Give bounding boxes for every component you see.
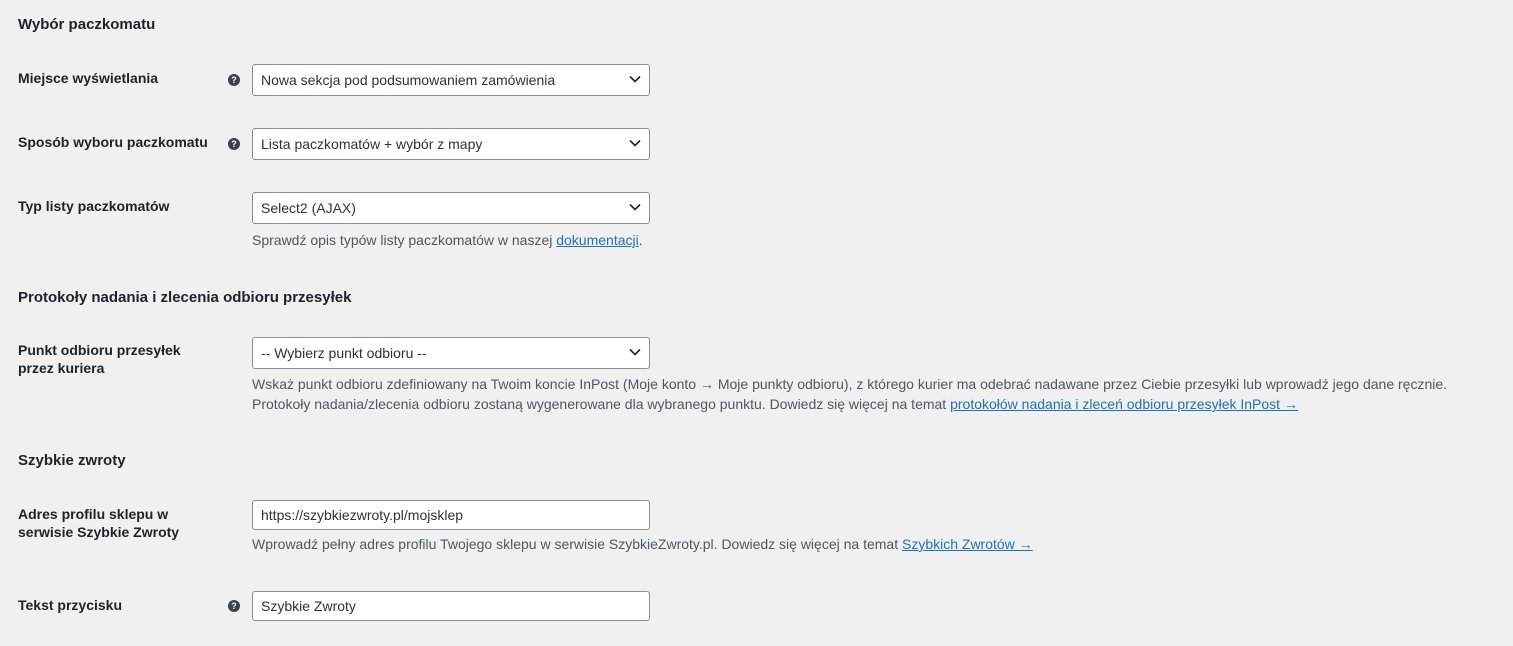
- chevron-down-icon: [629, 75, 641, 83]
- pickup-point-description-line1: Wskaż punkt odbioru zdefiniowany na Twoim koncie InPost (Moje konto → Moje punkty odbioru), z którego kurier ma odebrać nadawane przez Ciebie przesyłki lub wprowadź jego dane ręcznie.: [252, 376, 1448, 392]
- chevron-down-icon: [629, 203, 641, 211]
- profile-url-label-line2: serwisie Szybkie Zwroty: [18, 524, 180, 540]
- section-title-parcel-selection: Wybór paczkomatu: [18, 16, 156, 33]
- chevron-down-icon: [629, 348, 641, 356]
- list-type-desc-text: Sprawdź opis typów listy paczkomatów w naszej: [252, 232, 557, 248]
- display-place-selected-value: Nowa sekcja pod podsumowaniem zamówienia: [261, 72, 556, 88]
- protocols-info-link[interactable]: protokołów nadania i zleceń odbioru przesyłek InPost →: [950, 396, 1298, 412]
- list-type-description: [252, 230, 643, 250]
- section-title-protocols: Protokoły nadania i zlecenia odbioru przesyłek: [18, 289, 352, 306]
- list-type-select[interactable]: [252, 192, 650, 224]
- profile-url-label: [18, 505, 218, 541]
- button-text-input[interactable]: Szybkie Zwroty: [252, 591, 650, 621]
- selection-method-select[interactable]: [252, 128, 650, 160]
- section-title-quick-returns: Szybkie zwroty: [18, 452, 126, 469]
- display-place-select[interactable]: [252, 64, 650, 96]
- button-text-label: Tekst przycisku: [18, 597, 123, 613]
- help-icon[interactable]: ?: [228, 74, 240, 86]
- profile-url-label-line1: Adres profilu sklepu w: [18, 506, 169, 522]
- profile-url-input[interactable]: https://szybkiezwroty.pl/mojsklep: [252, 500, 650, 530]
- help-icon[interactable]: ?: [228, 600, 240, 612]
- pickup-point-selected-value: -- Wybierz punkt odbioru --: [261, 345, 427, 361]
- selection-method-label: Sposób wyboru paczkomatu: [18, 134, 208, 150]
- pickup-point-label-line2: przez kuriera: [18, 360, 105, 376]
- quick-returns-info-link[interactable]: Szybkich Zwrotów →: [901, 536, 1033, 552]
- profile-url-desc-text: Wprowadź pełny adres profilu Twojego sklepu w serwisie SzybkieZwroty.pl. Dowiedz się więcej na temat: [252, 536, 902, 552]
- display-place-label: Miejsce wyświetlania: [18, 70, 159, 86]
- profile-url-description: [252, 534, 1033, 554]
- list-type-desc-suffix: .: [638, 232, 643, 248]
- list-type-selected-value: Select2 (AJAX): [261, 200, 356, 216]
- help-icon[interactable]: ?: [228, 138, 240, 150]
- pickup-point-label-line1: Punkt odbioru przesyłek: [18, 342, 181, 358]
- chevron-down-icon: [629, 139, 641, 147]
- pickup-point-description-line2: [252, 394, 1298, 414]
- selection-method-selected-value: Lista paczkomatów + wybór z mapy: [261, 136, 483, 152]
- pickup-point-desc-text: Protokoły nadania/zlecenia odbioru zostaną wygenerowane dla wybranego punktu. Dowiedz się więcej na temat: [252, 396, 951, 412]
- pickup-point-label: [18, 341, 218, 377]
- pickup-point-select[interactable]: [252, 337, 650, 369]
- list-type-label: Typ listy paczkomatów: [18, 198, 170, 214]
- documentation-link[interactable]: dokumentacji: [556, 232, 639, 248]
